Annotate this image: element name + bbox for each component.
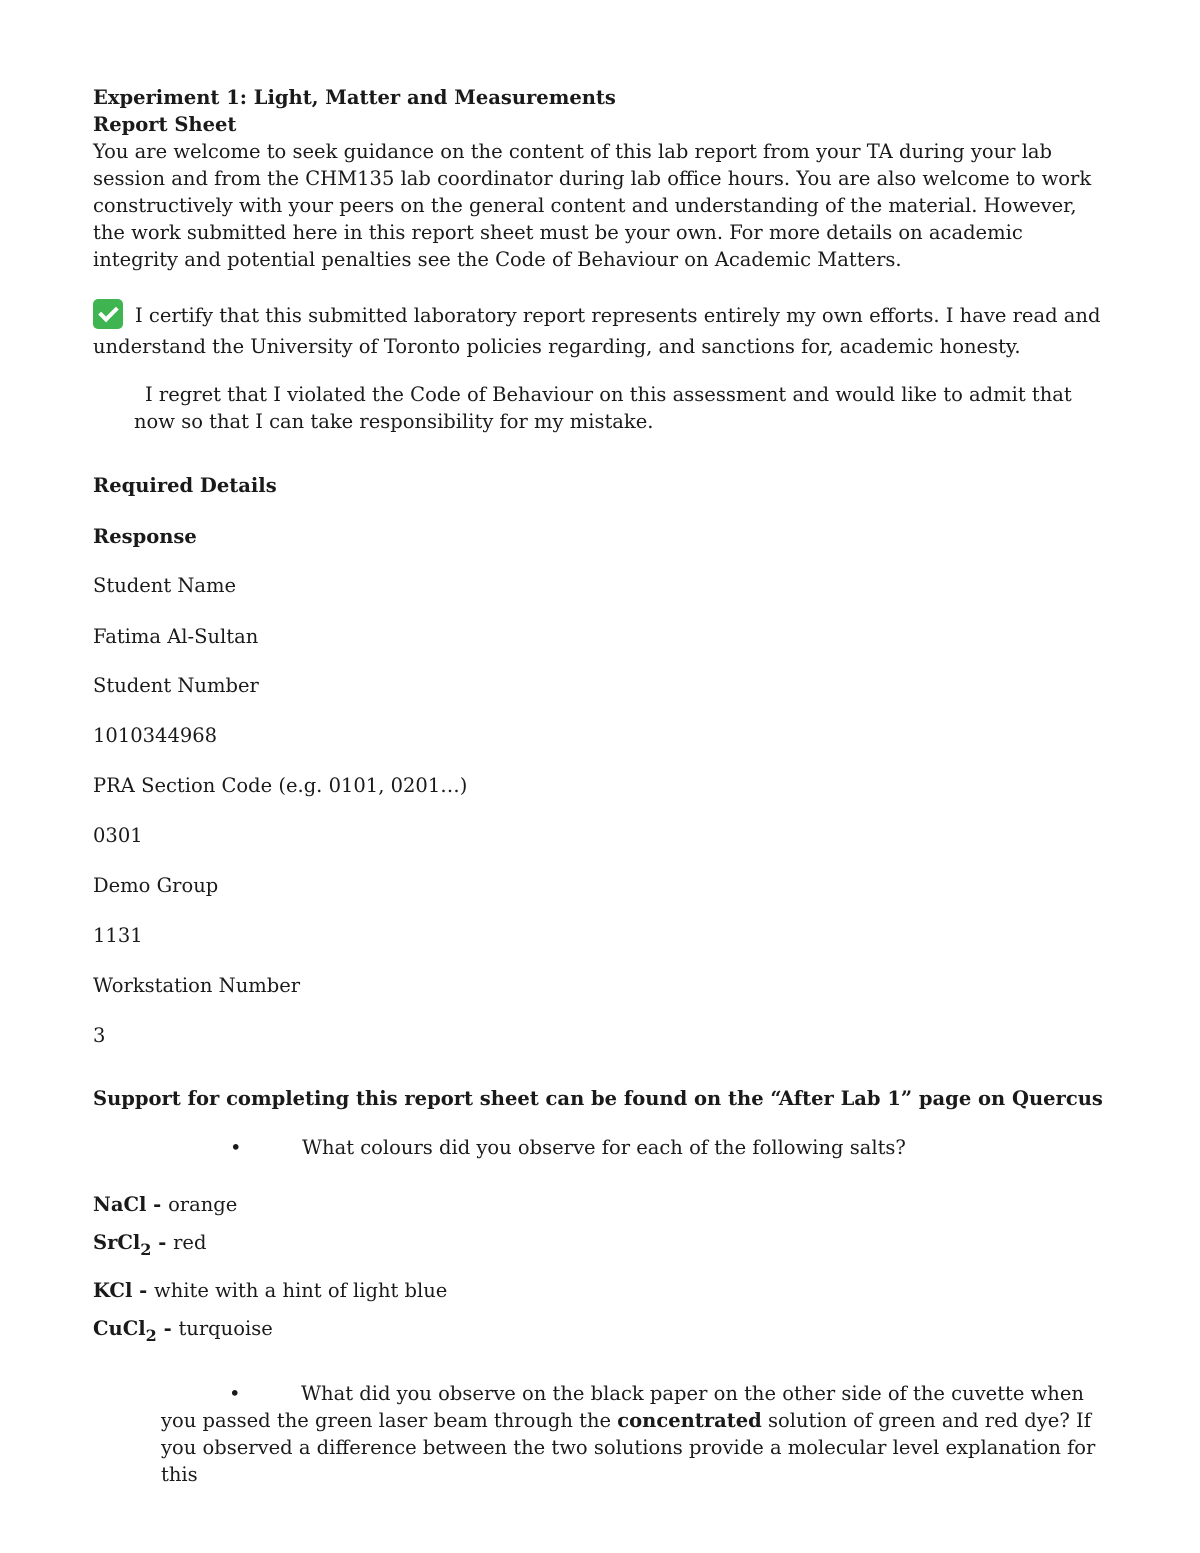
question-2-emphasis: concentrated bbox=[617, 1409, 762, 1432]
document-title: Experiment 1: Light, Matter and Measurements bbox=[93, 86, 616, 109]
question-2-text-before: What did you observe on the black paper on the other side of the cuvette when you passed the green laser beam through the bbox=[161, 1382, 1084, 1432]
field-label-demo-group: Demo Group bbox=[93, 874, 219, 897]
salt-formula: SrCl bbox=[93, 1231, 141, 1254]
support-note: Support for completing this report sheet can be found on the “After Lab 1” page on Quercus bbox=[93, 1087, 1103, 1110]
regret-statement: I regret that I violated the Code of Behaviour on this assessment and would like to admit that now so that I can take responsibility for my mistake. bbox=[134, 383, 1072, 433]
document-subtitle: Report Sheet bbox=[93, 113, 237, 136]
salt-subscript: 2 bbox=[140, 1240, 152, 1259]
salt-formula: KCl bbox=[93, 1279, 133, 1302]
salt-formula: NaCl bbox=[93, 1193, 147, 1216]
bullet-icon: • bbox=[229, 1382, 241, 1405]
intro-paragraph: You are welcome to seek guidance on the content of this lab report from your TA during your lab session and from the CHM135 lab coordinator during lab office hours. You are also welcome to work constructively with your peers on the general content and understanding of the material. However, the work submitted here in this report sheet must be your own. For more details on academic integrity and potential penalties see the Code of Behaviour on Academic Matters. bbox=[93, 140, 1092, 271]
salt-formula: CuCl bbox=[93, 1317, 146, 1340]
required-details-heading: Required Details bbox=[93, 474, 277, 497]
question-2 bbox=[161, 1380, 1111, 1488]
field-value-pra-section: 0301 bbox=[93, 824, 143, 847]
salt-colour: orange bbox=[168, 1193, 238, 1216]
certification-statement bbox=[93, 299, 1108, 362]
salt-row-kcl bbox=[93, 1277, 447, 1304]
certification-text: I certify that this submitted laboratory report represents entirely my own efforts. I have read and understand the University of Toronto policies regarding, and sanctions for, academic honesty. bbox=[93, 304, 1101, 358]
salt-colour: white with a hint of light blue bbox=[154, 1279, 448, 1302]
field-label-student-name: Student Name bbox=[93, 574, 237, 597]
question-2-text-after: solution of green and red dye? If you observed a difference between the two solutions provide a molecular level explanation for this bbox=[161, 1409, 1096, 1486]
response-heading: Response bbox=[93, 525, 197, 548]
salt-colour: red bbox=[173, 1231, 207, 1254]
salt-separator: - bbox=[146, 1193, 169, 1216]
salt-row-cucl2 bbox=[93, 1315, 273, 1345]
salt-row-srcl2 bbox=[93, 1229, 207, 1259]
field-value-demo-group: 1131 bbox=[93, 924, 143, 947]
field-value-workstation: 3 bbox=[93, 1024, 106, 1047]
salt-separator: - bbox=[156, 1317, 179, 1340]
field-label-workstation: Workstation Number bbox=[93, 974, 301, 997]
salt-row-nacl bbox=[93, 1191, 237, 1218]
check-box-icon[interactable] bbox=[93, 299, 123, 329]
report-page bbox=[93, 84, 1108, 1486]
bullet-icon: • bbox=[230, 1136, 242, 1159]
field-value-student-name: Fatima Al-Sultan bbox=[93, 625, 259, 648]
salt-colour: turquoise bbox=[178, 1317, 273, 1340]
field-label-pra-section: PRA Section Code (e.g. 0101, 0201…) bbox=[93, 774, 468, 797]
question-1-text: What colours did you observe for each of the following salts? bbox=[302, 1136, 906, 1159]
field-label-student-number: Student Number bbox=[93, 674, 259, 697]
salt-separator: - bbox=[151, 1231, 174, 1254]
salt-subscript: 2 bbox=[145, 1326, 157, 1345]
field-value-student-number: 1010344968 bbox=[93, 724, 218, 747]
salt-separator: - bbox=[132, 1279, 155, 1302]
